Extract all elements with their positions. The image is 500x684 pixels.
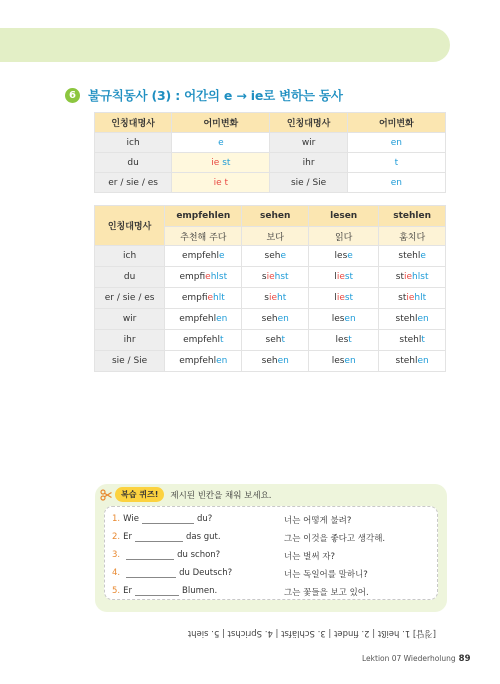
quiz-badge: 복습 퀴즈!	[115, 487, 164, 502]
ending-cell: en	[347, 173, 445, 193]
lesson-label: Lektion 07 Wiederholung	[362, 654, 456, 663]
section-title: 불규칙동사 (3) : 어간의 e → ie로 변하는 동사	[88, 88, 343, 103]
ending-cell: t	[347, 153, 445, 173]
verb-form: liest	[309, 267, 379, 288]
quiz-item-translation: 너는 어떻게 불려?	[284, 516, 352, 526]
verb-form: sehen	[242, 309, 309, 330]
pronoun-cell: sie / Sie	[95, 351, 165, 372]
quiz-instruction: 제시된 빈칸을 채워 보세요.	[170, 490, 272, 501]
verb-form: liest	[309, 288, 379, 309]
header-pronoun: 인칭대명사	[270, 113, 347, 133]
table-row	[95, 330, 446, 351]
quiz-item-prefix: Er	[123, 532, 132, 542]
verb-form: stehle	[379, 246, 446, 267]
section-heading	[65, 86, 343, 104]
header-pronoun: 인칭대명사	[95, 113, 172, 133]
quiz-item-number: 1.	[112, 514, 121, 524]
verb-form: sehe	[242, 246, 309, 267]
verb-form: stiehlst	[379, 267, 446, 288]
ending-cell: en	[347, 133, 445, 153]
top-header-bar	[0, 28, 450, 62]
section-number-badge: 6	[65, 88, 80, 103]
verb-form: sieht	[242, 288, 309, 309]
quiz-item-translation: 그는 꽃들을 보고 있어.	[284, 588, 369, 598]
quiz-item-prefix: Wie	[123, 514, 139, 524]
quiz-header	[100, 487, 272, 502]
verb-form: empfiehlt	[165, 288, 242, 309]
quiz-item-translation: 너는 벌써 자?	[284, 552, 335, 562]
quiz-item	[112, 532, 221, 542]
quiz-item	[112, 586, 217, 596]
conjugation-header	[95, 206, 446, 227]
verb-header: stehlen	[379, 206, 446, 227]
verb-form: lest	[309, 330, 379, 351]
table-row	[95, 133, 446, 153]
quiz-item-suffix: Blumen.	[182, 586, 218, 596]
verb-form: stehlt	[379, 330, 446, 351]
quiz-blank	[126, 551, 174, 560]
quiz-item	[112, 568, 232, 578]
verb-form: empfehlen	[165, 351, 242, 372]
ending-table-header	[95, 113, 446, 133]
pronoun-cell: ihr	[270, 153, 347, 173]
quiz-blank	[142, 515, 194, 524]
verb-form: sehen	[242, 351, 309, 372]
pronoun-cell: wir	[95, 309, 165, 330]
quiz-item	[112, 550, 220, 560]
quiz-item-suffix: du?	[196, 514, 213, 524]
ending-cell: ie t	[172, 173, 270, 193]
quiz-item-suffix: du schon?	[177, 550, 221, 560]
verb-form: lesen	[309, 309, 379, 330]
verb-meaning: 보다	[242, 227, 309, 246]
table-row	[95, 173, 446, 193]
verb-header: lesen	[309, 206, 379, 227]
table-row	[95, 153, 446, 173]
pronoun-cell: du	[95, 153, 172, 173]
quiz-answers-upside-down: [정답] 1. heißt | 2. findet | 3. Schläfst | 4. Sprichst | 5. sieht	[187, 628, 436, 638]
verb-form: lesen	[309, 351, 379, 372]
verb-form: empfehlen	[165, 309, 242, 330]
verb-form: lese	[309, 246, 379, 267]
quiz-item-prefix: Er	[123, 586, 132, 596]
header-ending: 어미변화	[347, 113, 445, 133]
scissors-icon	[100, 489, 112, 501]
pronoun-cell: sie / Sie	[270, 173, 347, 193]
verb-form: siehst	[242, 267, 309, 288]
ending-table	[94, 112, 446, 193]
page-footer	[362, 654, 471, 664]
pronoun-cell: er / sie / es	[95, 173, 172, 193]
verb-form: empfehlt	[165, 330, 242, 351]
verb-header: sehen	[242, 206, 309, 227]
verb-form: stiehlt	[379, 288, 446, 309]
verb-meaning: 추천해 주다	[165, 227, 242, 246]
verb-form: empfehle	[165, 246, 242, 267]
quiz-item-suffix: du Deutsch?	[179, 568, 233, 578]
table-row	[95, 246, 446, 267]
pronoun-cell: ich	[95, 133, 172, 153]
verb-form: empfiehlst	[165, 267, 242, 288]
pronoun-cell: du	[95, 267, 165, 288]
pronoun-cell: wir	[270, 133, 347, 153]
table-row	[95, 288, 446, 309]
quiz-item-number: 4.	[112, 568, 121, 578]
header-ending: 어미변화	[172, 113, 270, 133]
verb-form: stehlen	[379, 309, 446, 330]
pronoun-cell: er / sie / es	[95, 288, 165, 309]
pronoun-cell: ihr	[95, 330, 165, 351]
verb-form: seht	[242, 330, 309, 351]
pronoun-cell: ich	[95, 246, 165, 267]
table-row	[95, 351, 446, 372]
verb-meaning: 훔치다	[379, 227, 446, 246]
quiz-item-number: 2.	[112, 532, 121, 542]
quiz-item	[112, 514, 212, 524]
page-number: 89	[458, 654, 471, 664]
quiz-blank	[135, 533, 183, 542]
table-row	[95, 309, 446, 330]
ending-cell: e	[172, 133, 270, 153]
quiz-blank	[126, 569, 176, 578]
quiz-item-translation: 너는 독일어를 말하니?	[284, 570, 368, 580]
quiz-blank	[135, 587, 179, 596]
ending-cell: ie st	[172, 153, 270, 173]
verb-header: empfehlen	[165, 206, 242, 227]
quiz-item-translation: 그는 이것을 좋다고 생각해.	[284, 534, 386, 544]
verb-meaning: 읽다	[309, 227, 379, 246]
header-pronoun: 인칭대명사	[95, 206, 165, 246]
conjugation-table	[94, 205, 446, 372]
verb-form: stehlen	[379, 351, 446, 372]
quiz-item-number: 3.	[112, 550, 121, 560]
quiz-item-suffix: das gut.	[186, 532, 221, 542]
quiz-item-number: 5.	[112, 586, 121, 596]
table-row	[95, 267, 446, 288]
